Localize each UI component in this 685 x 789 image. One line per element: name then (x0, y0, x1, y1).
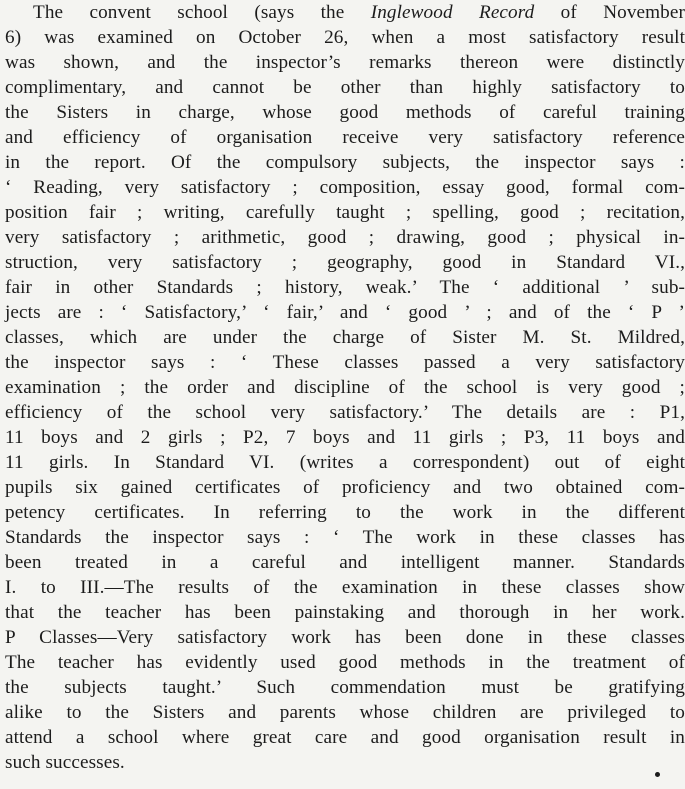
text-line: The convent school (says the Inglewood Record of November (33, 2, 685, 23)
text-line: the subjects taught.’ Such commendation must be gratifying (5, 677, 685, 698)
text-line: 11 girls. In Standard VI. (writes a correspondent) out of eight (5, 452, 685, 473)
text-line: petency certificates. In referring to the work in the different (5, 502, 685, 523)
text-line: position fair ; writing, carefully taught ; spelling, good ; recitation, (5, 202, 685, 223)
text-line: was shown, and the inspector’s remarks thereon were distinctly (5, 52, 685, 73)
text-line: Standards the inspector says : ‘ The work in these classes has (5, 527, 685, 548)
text-line: The teacher has evidently used good methods in the treatment of (5, 652, 685, 673)
text-line: efficiency of the school very satisfactory.’ The details are : P1, (5, 402, 685, 423)
text-line: ‘ Reading, very satisfactory ; composition, essay good, formal com- (5, 177, 685, 198)
text-line: jects are : ‘ Satisfactory,’ ‘ fair,’ and ‘ good ’ ; and of the ‘ P ’ (5, 302, 685, 323)
text-line: P Classes—Very satisfactory work has been done in these classes (5, 627, 685, 648)
text-line: complimentary, and cannot be other than highly satisfactory to (5, 77, 685, 98)
text-line: pupils six gained certificates of proficiency and two obtained com- (5, 477, 685, 498)
text-line: that the teacher has been painstaking and thorough in her work. (5, 602, 685, 623)
text-line: very satisfactory ; arithmetic, good ; drawing, good ; physical in- (5, 227, 685, 248)
text-line: attend a school where great care and good organisation result in (5, 727, 685, 748)
text-line: struction, very satisfactory ; geography, good in Standard VI., (5, 252, 685, 273)
text-line: been treated in a careful and intelligent manner. Standards (5, 552, 685, 573)
text-line: I. to III.—The results of the examination in these classes show (5, 577, 685, 598)
text-line: such successes. (5, 752, 125, 773)
text-line: classes, which are under the charge of Sister M. St. Mildred, (5, 327, 685, 348)
text-line: the Sisters in charge, whose good methods of careful training (5, 102, 685, 123)
print-mark (655, 772, 660, 777)
text-line: examination ; the order and discipline of the school is very good ; (5, 377, 685, 398)
text-line: and efficiency of organisation receive very satisfactory reference (5, 127, 685, 148)
text-line: 6) was examined on October 26, when a most satisfactory result (5, 27, 685, 48)
document-page (5, 0, 685, 789)
text-line: alike to the Sisters and parents whose children are privileged to (5, 702, 685, 723)
text-line: in the report. Of the compulsory subjects, the inspector says : (5, 152, 685, 173)
publication-title: Inglewood Record (370, 2, 535, 23)
text-line: fair in other Standards ; history, weak.’ The ‘ additional ’ sub- (5, 277, 685, 298)
text-line: the inspector says : ‘ These classes passed a very satisfactory (5, 352, 685, 373)
text-line: 11 boys and 2 girls ; P2, 7 boys and 11 girls ; P3, 11 boys and (5, 427, 685, 448)
